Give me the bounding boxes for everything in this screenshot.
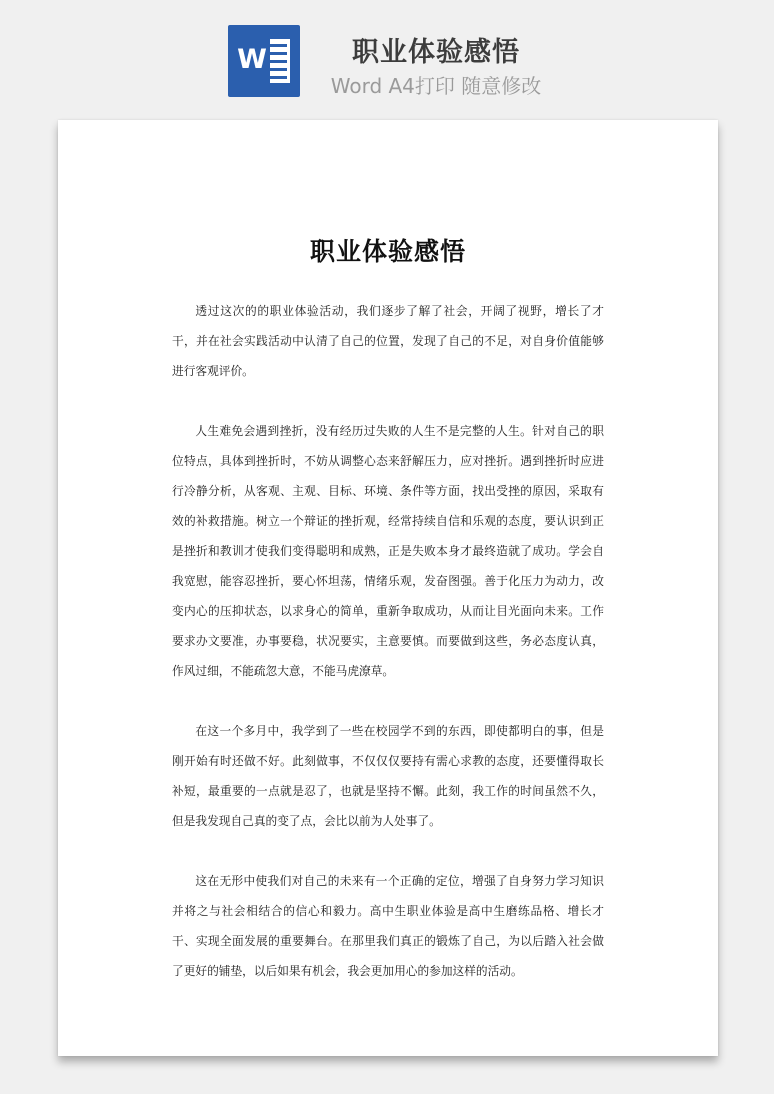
document-body xyxy=(172,296,604,1016)
word-letter-glyph: W xyxy=(234,37,270,83)
word-document-icon xyxy=(228,25,300,97)
paragraph-1: 透过这次的的职业体验活动，我们逐步了解了社会，开阔了视野，增长了才干，并在社会实践活动中认清了自己的位置，发现了自己的不足，对自身价值能够进行客观评价。 xyxy=(172,304,604,378)
paragraph-4: 这在无形中使我们对自己的未来有一个正确的定位，增强了自身努力学习知识并将之与社会相结合的信心和毅力。高中生职业体验是高中生磨练品格、增长才干、实现全面发展的重要舞台。在那里我们真正的锻炼了自己，为以后踏入社会做了更好的铺垫，以后如果有机会，我会更加用心的参加这样的活动。 xyxy=(172,874,604,978)
paragraph-2: 人生难免会遇到挫折，没有经历过失败的人生不是完整的人生。针对自己的职位特点，具体到挫折时，不妨从调整心态来舒解压力，应对挫折。遇到挫折时应进行冷静分析，从客观、主观、目标、环境、条件等方面，找出受挫的原因，采取有效的补救措施。树立一个辩证的挫折观，经常持续自信和乐观的态度，要认识到正是挫折和教训才使我们变得聪明和成熟，正是失败本身才最终造就了成功。学会自我宽慰，能容忍挫折，要心怀坦荡，情绪乐观，发奋图强。善于化压力为动力，改变内心的压抑状态，以求身心的简单，重新争取成功，从而让目光面向未来。工作要求办文要准，办事要稳，状况要实，主意要慎。而要做到这些，务必态度认真，作风过细，不能疏忽大意，不能马虎潦草。 xyxy=(172,424,604,678)
banner-subtitle: Word A4打印 随意修改 xyxy=(330,74,542,98)
banner-title: 职业体验感悟 xyxy=(352,37,520,68)
banner xyxy=(0,0,774,110)
document-title: 职业体验感悟 xyxy=(309,237,466,266)
document-page xyxy=(58,120,718,1056)
paragraph-3: 在这一个多月中，我学到了一些在校园学不到的东西，即使都明白的事，但是刚开始有时还做不好。此刻做事，不仅仅仅要持有需心求教的态度，还要懂得取长补短，最重要的一点就是忍了，也就是坚持不懈。此刻，我工作的时间虽然不久，但是我发现自己真的变了点，会比以前为人处事了。 xyxy=(172,724,604,828)
